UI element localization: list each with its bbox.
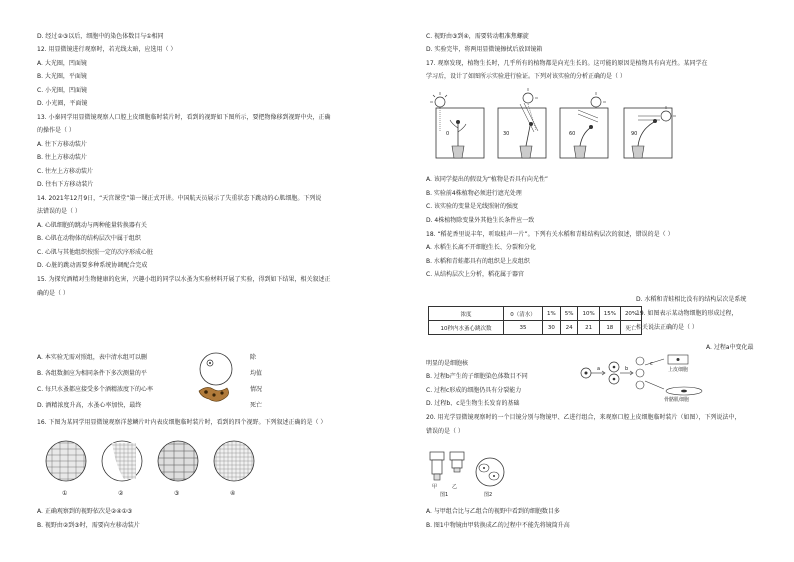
- q13-option-b: B. 往上方移动装片: [37, 154, 87, 161]
- q19-option-a-head: A. 过程a中变化最: [706, 344, 754, 351]
- q18-stem: 18. “稻花香里说丰年，听取蛙声一片”。下列有关水稻和青蛙结构层次的叙述，错误的是（ ）: [426, 231, 674, 238]
- q13-field-of-view-figure: [194, 347, 238, 413]
- setup-0-degree: [430, 92, 484, 158]
- q20-option-a: A. 与甲组合比与乙组合的视野中看到的细胞数目多: [426, 508, 560, 515]
- q14-stem-line2: 法错误的是（ ）: [37, 208, 81, 215]
- q16-stem: 16. 下图为某同学用显微镜观察洋葱鳞片叶内表皮细胞临时装片时，看到的四个视野。下列叙述正确的是（ ）: [37, 419, 327, 426]
- table-row: [429, 307, 642, 321]
- table-cell: 0（清水）: [504, 307, 543, 321]
- q15-option-a: A. 本实验无需对照组，表中清水组可以删: [37, 354, 147, 361]
- setup-30-degree: [498, 88, 546, 158]
- q17-option-d: D. 4株植物除变量外其他生长条件应一致: [426, 217, 535, 224]
- q13-stem-line1: 13. 小秦同学用显微镜观察人口腔上皮细胞临时装片时，看到的视野如下图所示，要把物像移到视野中央，正确: [37, 114, 331, 121]
- setup-60-degree: [560, 92, 608, 158]
- q19-stem-line1: 19. 如图表示某动物细胞的形成过程，: [636, 310, 738, 317]
- q20-stem-line1: 20. 用光学显微镜观察时的一个目镜分别与物镜甲、乙进行组合，来观察口腔上皮细胞临时装片（如图），下列说法中，: [426, 414, 741, 421]
- q16-option-c: C. 视野由③到④，需要转动粗准焦螺旋: [426, 33, 529, 40]
- q14-option-b: B. 心肌在动物体的结构层次中属于组织: [37, 235, 141, 242]
- view-1: [46, 441, 86, 481]
- q14-option-c: C. 心肌与其他组织按照一定的次序形成心脏: [37, 249, 154, 256]
- q12-option-d: D. 小光圈，平面镜: [37, 100, 88, 107]
- q17-stem-line1: 17. 观察发现，植物生长时，几乎所有的植物都是向光生长的。这可能的原因是植物具有向光性。某同学在: [426, 60, 708, 67]
- q17-option-c: C. 该实验的变量是光线照射的强度: [426, 203, 519, 210]
- q18-option-a: A. 水稻生长离不开细胞生长、分裂和分化: [426, 244, 536, 251]
- q15-option-d: D. 酒精浓度升高，水蚤心率加快，最终: [37, 402, 142, 409]
- q19-option-d: D. 过程b、c是生物生长发育的基础: [426, 400, 520, 407]
- q13-option-c: C. 往左上方移动装片: [37, 168, 94, 175]
- q20-label-fig2: 图2: [484, 492, 493, 498]
- q16-label-4: ④: [230, 490, 236, 497]
- table-cell: 18: [599, 321, 620, 335]
- q15-option-c: C. 每只水蚤都应接受多个酒精浓度下的心率: [37, 386, 154, 393]
- q19-stem-line2: 相关说法正确的是（ ）: [636, 324, 698, 331]
- q15-data-table: [428, 306, 642, 335]
- q19-option-a-tail: 明显的是细胞核: [426, 360, 469, 367]
- table-cell: 10秒内水蚤心跳次数: [429, 321, 504, 335]
- q19-label-a: a: [597, 366, 601, 372]
- table-cell: 浓度: [429, 307, 504, 321]
- table-cell: 1%: [543, 307, 561, 321]
- q11-option-d: D. 经过②③以后，细胞中的染色体数目与①相同: [37, 33, 164, 40]
- q18-option-d: D. 水稻和青蛙相比没有的结构层次是系统: [636, 296, 747, 303]
- q15-option-b: B. 各组数据应为相同条件下多次测量的平: [37, 370, 147, 377]
- q12-option-c: C. 小光圈，凹面镜: [37, 87, 88, 94]
- q18-option-b: B. 水稻和青蛙都具有的组织是上皮组织: [426, 258, 530, 265]
- table-row: [429, 321, 642, 335]
- q19-label-epithelial: 上皮细胞: [668, 367, 689, 373]
- table-cell: 5%: [560, 307, 578, 321]
- q19-option-b: B. 过程b产生的子细胞染色体数目不同: [426, 373, 528, 380]
- q17-angle-60: 60: [569, 131, 576, 137]
- q15-option-d-tail: 死亡: [250, 402, 263, 409]
- q20-option-b: B. 图1中物镜由甲转换成乙的过程中不能先将镜筒升高: [426, 522, 570, 529]
- q20-label-yi: 乙: [452, 484, 458, 490]
- q19-option-c: C. 过程c形成的细胞仍具有分裂能力: [426, 387, 522, 394]
- table-cell: 死亡: [620, 321, 641, 335]
- q18-option-c: C. 从结构层次上分析，稻花属于器官: [426, 271, 525, 278]
- q20-stem-line2: 错误的是（ ）: [426, 428, 464, 435]
- q12-option-a: A. 大光圈，凹面镜: [37, 60, 87, 67]
- q14-stem-line1: 14. 2021年12月9日，“天宫课堂”第一课正式开讲。中国航天员展示了失重状态下跳动的心肌细胞。下列说: [37, 195, 322, 202]
- table-cell: 15%: [599, 307, 620, 321]
- table-cell: 35: [504, 321, 543, 335]
- q16-option-a: A. 正确观察到的视野依次是②④①③: [37, 508, 133, 515]
- q12-option-b: B. 大光圈，平面镜: [37, 73, 87, 80]
- q15-stem-line2: 确的是（ ）: [37, 290, 69, 297]
- q14-option-d: D. 心脏的跳动需要多种系统协调配合完成: [37, 262, 148, 269]
- q13-option-d: D. 往右下方移动装片: [37, 181, 94, 188]
- table-cell: 10%: [578, 307, 599, 321]
- q16-label-2: ②: [118, 490, 124, 497]
- q13-stem-line2: 的操作是（ ）: [37, 127, 75, 134]
- q17-angle-30: 30: [503, 131, 510, 137]
- q17-angle-0: 0: [446, 131, 450, 137]
- q17-phototropism-figure: [428, 88, 678, 164]
- view-3: [158, 441, 198, 481]
- q16-option-b: B. 视野由②到③时，需要向左移动装片: [37, 522, 140, 529]
- q15-option-a-tail: 除: [250, 354, 257, 361]
- q20-objective-figure: [428, 448, 508, 496]
- q17-option-b: B. 实验前4株植物必须进行遮光处理: [426, 190, 522, 197]
- q17-angle-90: 90: [631, 131, 638, 137]
- q12-stem: 12. 用显微镜进行观察时，若光线太暗，应选用（ ）: [37, 46, 177, 53]
- q15-option-c-tail: 情况: [250, 386, 263, 393]
- q17-option-a: A. 该同学提出的假设为“植物是否具有向光性”: [426, 176, 549, 183]
- q19-label-c: c: [650, 361, 653, 367]
- q20-label-fig1: 图1: [440, 492, 449, 498]
- q13-option-a: A. 往下方移动装片: [37, 141, 87, 148]
- table-cell: 24: [560, 321, 578, 335]
- view-4: [214, 441, 254, 481]
- q20-label-jia: 甲: [432, 484, 438, 490]
- table-cell: 30: [543, 321, 561, 335]
- q19-label-skeletal-muscle: 骨骼肌细胞: [664, 397, 690, 403]
- q15-option-b-tail: 均值: [250, 370, 263, 377]
- q16-label-1: ①: [62, 490, 68, 497]
- q16-label-3: ③: [174, 490, 180, 497]
- q19-label-b: b: [625, 366, 629, 372]
- table-cell: 20%: [620, 307, 641, 321]
- table-cell: 21: [578, 321, 599, 335]
- q15-stem-line1: 15. 为探究酒精对生物健康的危害，兴趣小组的同学以水蚤为实验材料开展了实验，得到如下结果，相关叙述正: [37, 276, 331, 283]
- q14-option-a: A. 心肌细胞的跳动与两种能量转换器有关: [37, 222, 147, 229]
- q17-stem-line2: 学习后，设计了如图所示实验进行验证。下列对该实验的分析正确的是（ ）: [426, 73, 626, 80]
- q16-option-d: D. 实验完毕，将两用显微镜擦拭后放回镜箱: [426, 46, 543, 53]
- q16-four-views-figure: [44, 437, 254, 497]
